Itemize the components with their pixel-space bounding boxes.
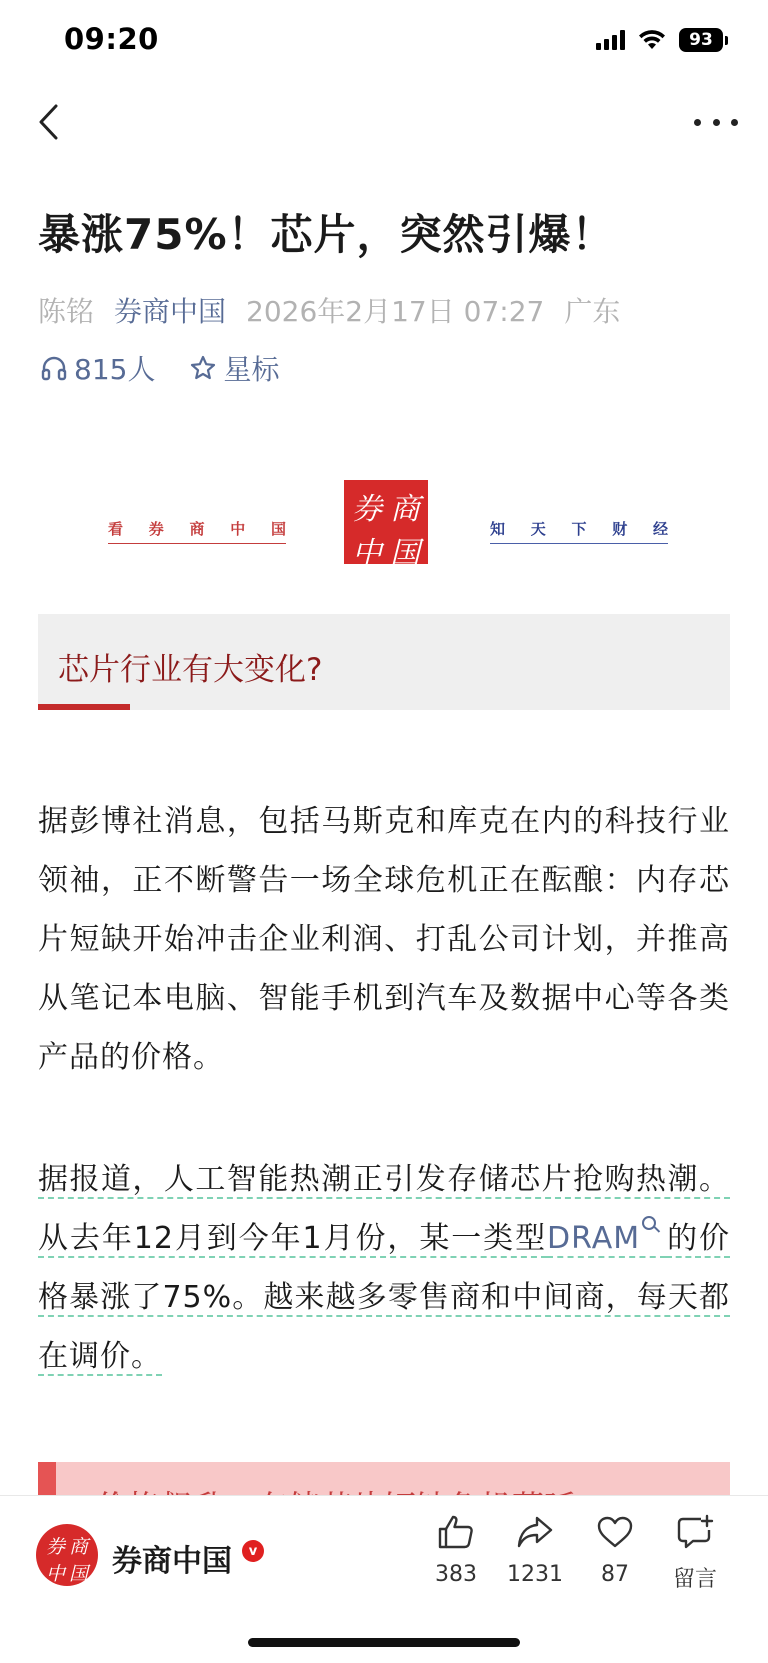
chevron-left-icon <box>37 104 59 140</box>
star-icon <box>189 354 217 382</box>
star-label: 星标 <box>223 353 280 386</box>
like-button[interactable] <box>420 1512 492 1587</box>
more-button[interactable] <box>694 108 738 136</box>
account-name[interactable]: 券商中国 <box>112 1544 232 1579</box>
brand-banner <box>108 480 668 571</box>
share-arrow-icon <box>515 1512 555 1552</box>
more-dot-icon <box>731 119 738 126</box>
share-count: 1231 <box>507 1562 563 1587</box>
back-button[interactable] <box>28 100 68 144</box>
star-button[interactable] <box>189 348 279 388</box>
comment-label: 留言 <box>672 1567 717 1592</box>
favorite-button[interactable] <box>579 1512 651 1587</box>
battery-icon <box>679 28 728 52</box>
heart-icon <box>595 1512 635 1552</box>
article-title: 暴涨75%！芯片，突然引爆！ <box>38 210 615 259</box>
publish-date: 2026年2月17日 07:27 <box>246 295 545 328</box>
more-dot-icon <box>694 119 701 126</box>
listener-count: 815人 <box>74 353 156 386</box>
more-dot-icon <box>713 119 720 126</box>
thumbs-up-icon <box>436 1512 476 1552</box>
search-icon <box>642 1216 656 1230</box>
account-avatar[interactable]: 券 商 中 国 <box>36 1524 98 1586</box>
wifi-icon <box>637 29 667 51</box>
highlighted-text: 的价格暴涨了75%。越来越多零售商和中间商，每天都在调价。 <box>38 1221 730 1374</box>
publish-location: 广东 <box>564 295 621 328</box>
article-paragraph <box>38 1150 730 1386</box>
section-heading-accent <box>38 704 130 710</box>
section-heading-text: 芯片行业有大变化? <box>58 652 323 688</box>
banner-slogan-right: 知 天 下 财 经 <box>490 518 668 544</box>
article-meta <box>38 290 620 330</box>
listen-button[interactable] <box>40 348 155 388</box>
comment-add-icon <box>675 1512 715 1552</box>
brand-seal-logo: 券 商 中 国 <box>344 480 428 564</box>
favorite-count: 87 <box>601 1562 629 1587</box>
verified-badge-icon: v <box>242 1540 264 1562</box>
comment-button[interactable] <box>659 1512 731 1593</box>
home-indicator <box>248 1638 520 1647</box>
status-icons <box>596 28 728 52</box>
author-name: 陈铭 <box>38 295 95 328</box>
section-heading <box>38 614 730 710</box>
battery-level: 93 <box>679 28 723 52</box>
highlighted-text: 据报道，人工智能热潮正引发存储芯片抢购热潮。从去年12月到今年1月份，某一类型 <box>38 1162 730 1256</box>
like-count: 383 <box>435 1562 477 1587</box>
source-link[interactable]: 券商中国 <box>114 295 227 328</box>
share-button[interactable] <box>499 1512 571 1587</box>
article-actions <box>40 348 279 388</box>
signal-icon <box>596 30 625 50</box>
headphones-icon <box>40 354 68 382</box>
article-paragraph: 据彭博社消息，包括马斯克和库克在内的科技行业领袖，正不断警告一场全球危机正在酝酿：内存芯片短缺开始冲击企业利润、打乱公司计划，并推高从笔记本电脑、智能手机到汽车及数据中心等各类产品的价格。 <box>38 804 730 1075</box>
status-bar <box>0 0 768 84</box>
status-time: 09:20 <box>64 22 159 56</box>
dram-search-link[interactable]: DRAM <box>547 1221 666 1258</box>
banner-slogan-left: 看 券 商 中 国 <box>108 518 286 544</box>
